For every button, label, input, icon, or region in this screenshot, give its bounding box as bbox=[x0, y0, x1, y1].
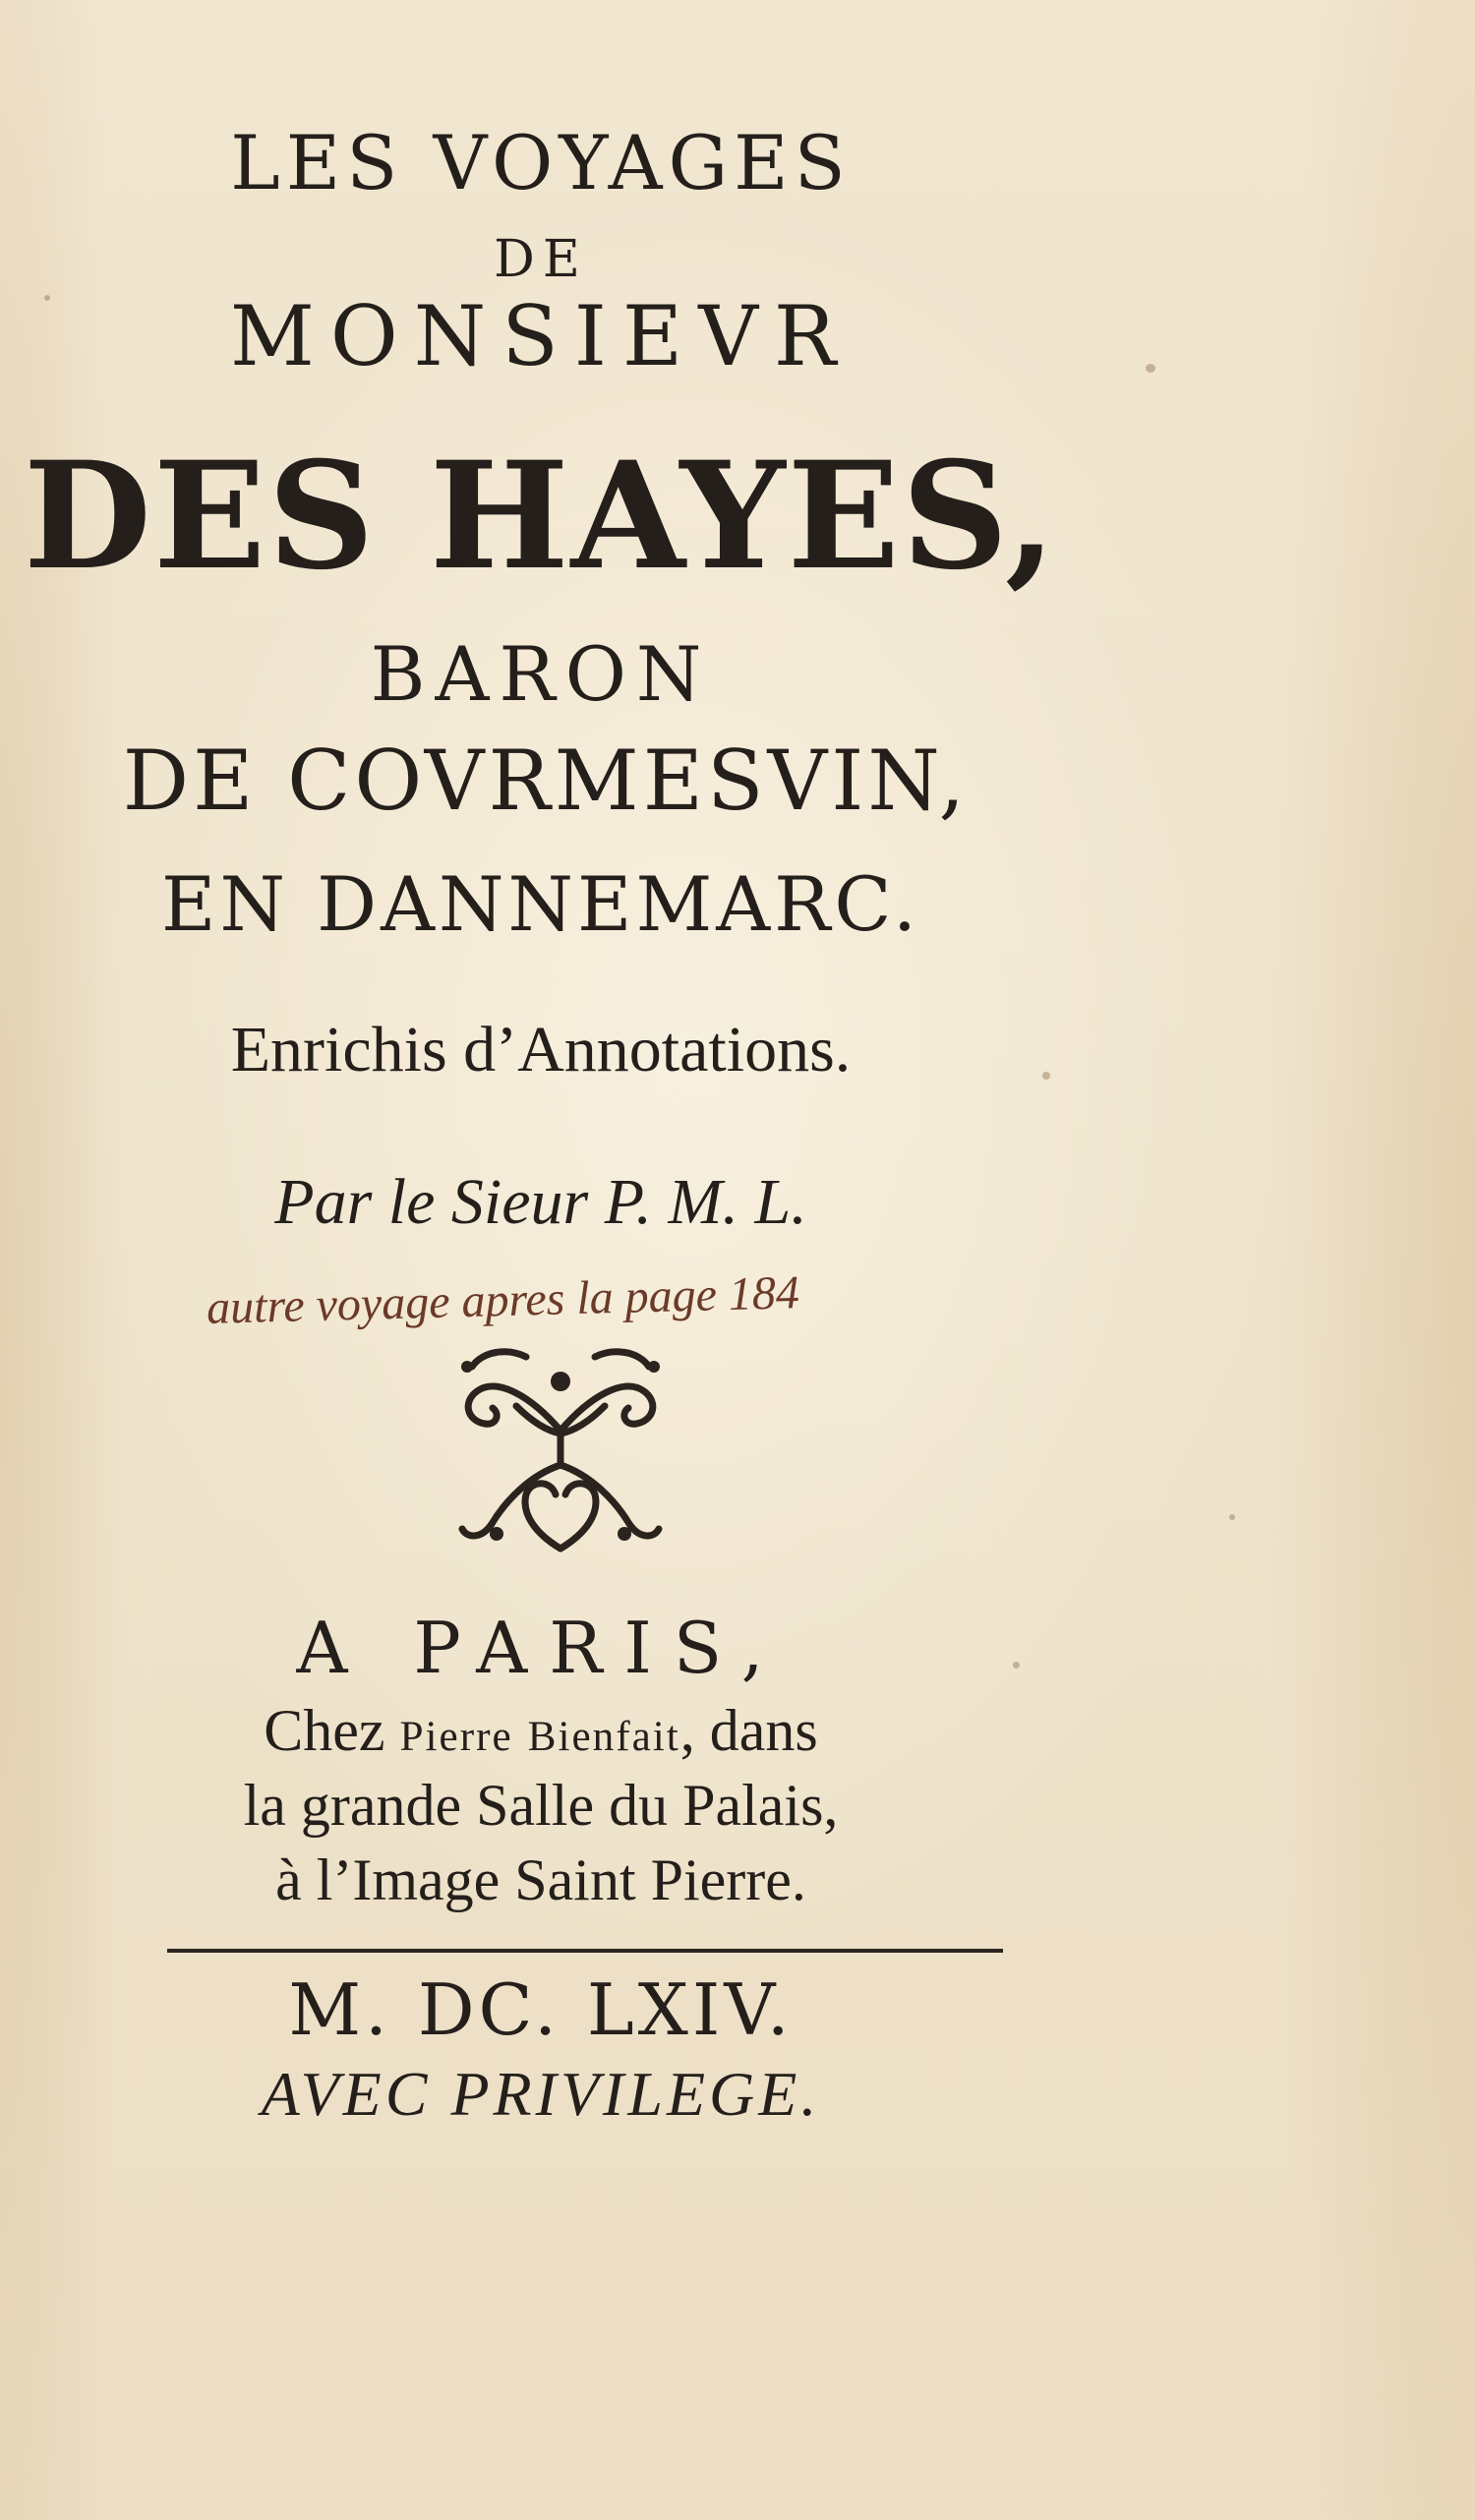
imprint-dans: , dans bbox=[679, 1698, 818, 1763]
title-line-de-covrmesvin: DE COVRMESVIN, bbox=[122, 733, 970, 829]
horizontal-rule bbox=[167, 1949, 1003, 1953]
imprint-publisher-line bbox=[0, 1698, 1082, 1763]
title-line-monsievr: MONSIEVR bbox=[229, 288, 853, 384]
imprint-chez: Chez bbox=[264, 1698, 385, 1763]
imprint-publisher-last: Bienfait bbox=[527, 1714, 680, 1760]
imprint-location: la grande Salle du Palais, bbox=[243, 1773, 839, 1838]
title-line-de: DE bbox=[494, 230, 588, 289]
title-line-des-hayes: DES HAYES, bbox=[23, 430, 1059, 603]
imprint-date: M. DC. LXIV. bbox=[288, 1968, 794, 2051]
privilege-line: AVEC PRIVILEGE. bbox=[261, 2059, 821, 2129]
subtitle-annotations: Enrichis d’Annotations. bbox=[230, 1014, 852, 1085]
imprint-sign: à l’Image Saint Pierre. bbox=[275, 1847, 806, 1912]
handwritten-note: autre voyage apres la page 184 bbox=[206, 1266, 800, 1334]
imprint-city: A PARIS, bbox=[296, 1607, 786, 1689]
title-line-les-voyages: LES VOYAGES bbox=[230, 119, 852, 206]
imprint-publisher-first: Pierre bbox=[399, 1714, 513, 1760]
title-line-en-dannemarc: EN DANNEMARC. bbox=[161, 860, 920, 948]
title-line-baron: BARON bbox=[370, 630, 712, 718]
author-line: Par le Sieur P. M. L. bbox=[274, 1166, 807, 1238]
printer-ornament-icon bbox=[438, 1337, 683, 1563]
